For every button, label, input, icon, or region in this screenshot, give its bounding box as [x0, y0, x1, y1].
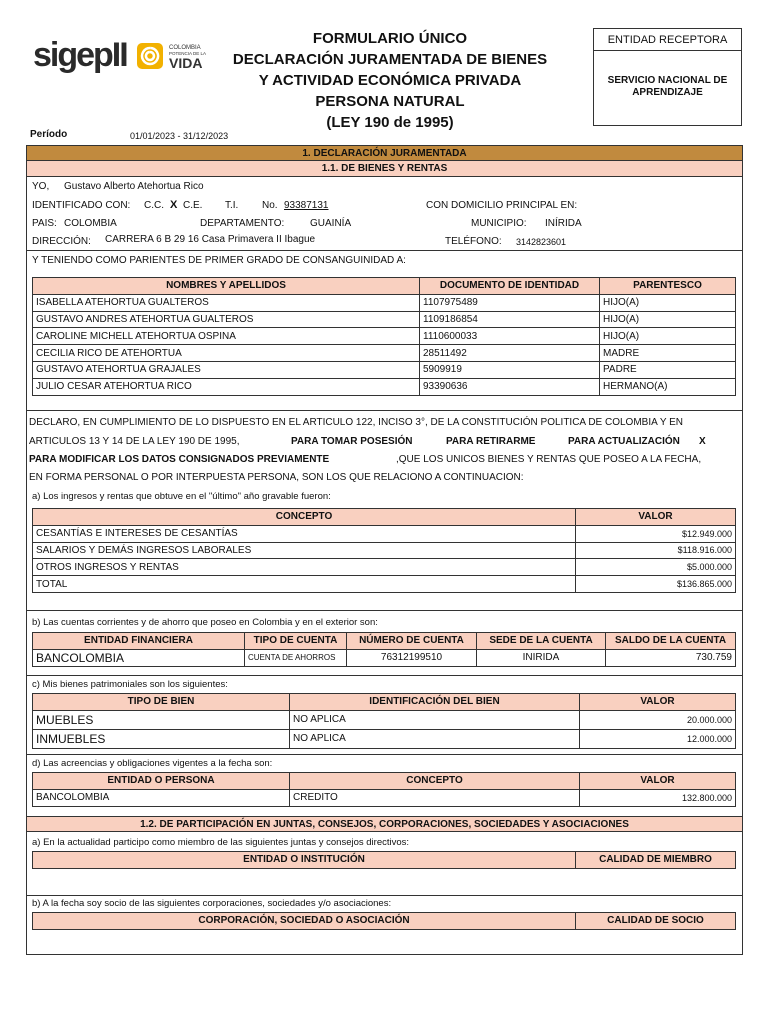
col-nombres: NOMBRES Y APELLIDOS: [33, 278, 420, 295]
col-entidad-institucion: ENTIDAD O INSTITUCIÓN: [33, 852, 576, 869]
table-cell: TOTAL: [33, 576, 576, 593]
table-cell: NO APLICA: [290, 710, 580, 729]
table-cell: SALARIOS Y DEMÁS INGRESOS LABORALES: [33, 542, 576, 559]
declaro-line2: ARTICULOS 13 Y 14 DE LA LEY 190 DE 1995,: [29, 436, 240, 447]
table-cell: HIJO(A): [600, 311, 736, 328]
table-cell: CECILIA RICO DE ATEHORTUA: [33, 345, 420, 362]
table-row: [33, 542, 736, 559]
muni-label: MUNICIPIO:: [471, 218, 527, 229]
table-cell: CESANTÍAS E INTERESES DE CESANTÍAS: [33, 525, 576, 542]
table-row: [33, 649, 736, 666]
juntas-table: [32, 851, 736, 869]
yo-label: YO,: [32, 181, 50, 192]
col-entidad: ENTIDAD FINANCIERA: [33, 633, 245, 650]
actualizacion-option: PARA ACTUALIZACIÓN: [568, 436, 680, 447]
muni-value: INÍRIDA: [545, 218, 582, 229]
table-row: [33, 345, 736, 362]
table-cell: 1107975489: [420, 294, 600, 311]
col-parentesco: PARENTESCO: [600, 278, 736, 295]
ingresos-table: [32, 508, 736, 593]
table-cell: OTROS INGRESOS Y RENTAS: [33, 559, 576, 576]
socio-table: [32, 912, 736, 930]
table-cell: HIJO(A): [600, 328, 736, 345]
table-cell: $118.916.000: [576, 542, 736, 559]
table-cell: CAROLINE MICHELL ATEHORTUA OSPINA: [33, 328, 420, 345]
depto-value: GUAINÍA: [310, 218, 352, 229]
table-cell: CREDITO: [290, 789, 580, 806]
col-numero: NÚMERO DE CUENTA: [347, 633, 477, 650]
section12-title: 1.2. DE PARTICIPACIÓN EN JUNTAS, CONSEJOS, CORPORACIONES, SOCIEDADES Y ASOCIACIONES: [27, 816, 742, 832]
table-cell: PADRE: [600, 361, 736, 378]
table-row: [33, 294, 736, 311]
table-cell: 730.759: [606, 649, 736, 666]
form-title: FORMULARIO ÚNICO DECLARACIÓN JURAMENTADA DE BIENES Y ACTIVIDAD ECONÓMICA PRIVADA PERSONA NATURAL (LEY 190 de 1995): [232, 30, 548, 131]
col-calidad-socio: CALIDAD DE SOCIO: [576, 913, 736, 930]
table-row: [33, 789, 736, 806]
table-row: [33, 729, 736, 748]
modificar-option: PARA MODIFICAR LOS DATOS CONSIGNADOS PREVIAMENTE: [29, 454, 330, 465]
table-cell: GUSTAVO ATEHORTUA GRAJALES: [33, 361, 420, 378]
col-corporacion: CORPORACIÓN, SOCIEDAD O ASOCIACIÓN: [33, 913, 576, 930]
posesion-option: PARA TOMAR POSESIÓN: [291, 436, 413, 447]
col-valor: VALOR: [576, 509, 736, 526]
potencia-text: POTENCIA DE LA: [169, 51, 207, 56]
table-cell: HIJO(A): [600, 294, 736, 311]
table-cell: INIRIDA: [477, 649, 606, 666]
id-number: 93387131: [284, 200, 329, 211]
acreencias-label: d) Las acreencias y obligaciones vigentes a la fecha son:: [32, 758, 273, 769]
vida-text: VIDA: [169, 55, 203, 71]
col-sede: SEDE DE LA CUENTA: [477, 633, 606, 650]
periodo-value: 01/01/2023 - 31/12/2023: [130, 131, 229, 141]
declaro-line1: DECLARO, EN CUMPLIMIENTO DE LO DISPUESTO EN EL ARTICULO 122, INCISO 3°, DE LA CONSTITUCIÓN POLITICA DE COLOMBIA Y EN: [29, 417, 683, 428]
cuentas-label: b) Las cuentas corrientes y de ahorro que poseo en Colombia y en el exterior son:: [32, 617, 378, 628]
entity-label: ENTIDAD RECEPTORA: [594, 29, 741, 51]
sigep-logo: [33, 34, 213, 79]
table-row: [33, 328, 736, 345]
acreencias-table: [32, 772, 736, 807]
table-cell: 1109186854: [420, 311, 600, 328]
tel-value: 3142823601: [516, 237, 567, 247]
parientes-intro: Y TENIENDO COMO PARIENTES DE PRIMER GRADO DE CONSANGUINIDAD A:: [32, 255, 406, 266]
juntas-label: a) En la actualidad participo como miembro de las siguientes juntas y consejos directivos:: [32, 837, 410, 848]
dir-label: DIRECCIÓN:: [32, 236, 91, 247]
table-cell: NO APLICA: [290, 729, 580, 748]
table-row: [33, 361, 736, 378]
ingresos-label: a) Los ingresos y rentas que obtuve en el "último" año gravable fueron:: [32, 491, 331, 502]
col-calidad-miembro: CALIDAD DE MIEMBRO: [576, 852, 736, 869]
col-valor-acreencia: VALOR: [580, 773, 736, 790]
col-tipo-bien: TIPO DE BIEN: [33, 694, 290, 711]
depto-label: DEPARTAMENTO:: [200, 218, 285, 229]
table-cell: 76312199510: [347, 649, 477, 666]
section1-title: 1. DECLARACIÓN JURAMENTADA: [27, 145, 742, 161]
actualizacion-mark: X: [699, 436, 706, 447]
table-cell: 5909919: [420, 361, 600, 378]
sigep-logo-text: sigepII: [33, 36, 127, 74]
entity-box: [593, 28, 742, 126]
table-row: [33, 710, 736, 729]
entity-name: SERVICIO NACIONAL DE APRENDIZAJE: [607, 75, 728, 98]
table-cell: BANCOLOMBIA: [33, 789, 290, 806]
table-row: [33, 311, 736, 328]
table-cell: $12.949.000: [576, 525, 736, 542]
col-tipo-cuenta: TIPO DE CUENTA: [245, 633, 347, 650]
no-label: No.: [262, 200, 278, 211]
table-cell: MUEBLES: [33, 710, 290, 729]
table-row: [33, 525, 736, 542]
table-cell: BANCOLOMBIA: [33, 649, 245, 666]
table-row: [33, 378, 736, 395]
bienes-label: c) Mis bienes patrimoniales son los siguientes:: [32, 679, 228, 690]
tel-label: TELÉFONO:: [445, 236, 502, 247]
table-row: [33, 576, 736, 593]
table-cell: GUSTAVO ANDRES ATEHORTUA GUALTEROS: [33, 311, 420, 328]
col-entidad-persona: ENTIDAD O PERSONA: [33, 773, 290, 790]
col-identificacion: IDENTIFICACIÓN DEL BIEN: [290, 694, 580, 711]
table-cell: INMUEBLES: [33, 729, 290, 748]
pais-label: PAIS:: [32, 218, 57, 229]
ce-option: C.E.: [183, 200, 203, 211]
col-concepto-acreencia: CONCEPTO: [290, 773, 580, 790]
col-saldo: SALDO DE LA CUENTA: [606, 633, 736, 650]
domicilio-label: CON DOMICILIO PRINCIPAL EN:: [426, 200, 578, 211]
table-cell: 28511492: [420, 345, 600, 362]
table-cell: $136.865.000: [576, 576, 736, 593]
declaro-line3: ,QUE LOS UNICOS BIENES Y RENTAS QUE POSEO A LA FECHA,: [396, 454, 702, 465]
cuentas-table: [32, 632, 736, 667]
table-cell: MADRE: [600, 345, 736, 362]
parientes-table: [32, 277, 736, 396]
table-cell: 12.000.000: [580, 729, 736, 748]
periodo-label: Período: [30, 129, 68, 140]
col-concepto: CONCEPTO: [33, 509, 576, 526]
table-cell: 20.000.000: [580, 710, 736, 729]
cc-mark: X: [170, 199, 178, 211]
id-label: IDENTIFICADO CON:: [32, 200, 131, 211]
dir-value: CARRERA 6 B 29 16 Casa Primavera II Ibague: [105, 234, 316, 245]
declarant-name: Gustavo Alberto Atehortua Rico: [64, 181, 204, 192]
col-valor-bien: VALOR: [580, 694, 736, 711]
socio-label: b) A la fecha soy socio de las siguientes corporaciones, sociedades y/o asociaciones:: [32, 898, 392, 909]
table-cell: JULIO CESAR ATEHORTUA RICO: [33, 378, 420, 395]
retirarme-option: PARA RETIRARME: [446, 436, 536, 447]
table-cell: HERMANO(A): [600, 378, 736, 395]
col-documento: DOCUMENTO DE IDENTIDAD: [420, 278, 600, 295]
table-row: [33, 559, 736, 576]
section11-title: 1.1. DE BIENES Y RENTAS: [27, 161, 742, 177]
ti-option: T.I.: [225, 200, 239, 211]
table-cell: 132.800.000: [580, 789, 736, 806]
colombia-text: COLOMBIA: [169, 45, 201, 51]
table-cell: 1110600033: [420, 328, 600, 345]
table-cell: 93390636: [420, 378, 600, 395]
pais-value: COLOMBIA: [64, 218, 117, 229]
table-cell: CUENTA DE AHORROS: [245, 649, 347, 666]
table-cell: ISABELLA ATEHORTUA GUALTEROS: [33, 294, 420, 311]
table-cell: $5.000.000: [576, 559, 736, 576]
bienes-table: [32, 693, 736, 749]
cc-option: C.C.: [144, 200, 164, 211]
declaro-line4: EN FORMA PERSONAL O POR INTERPUESTA PERSONA, SON LOS QUE RELACIONO A CONTINUACION:: [29, 472, 524, 483]
